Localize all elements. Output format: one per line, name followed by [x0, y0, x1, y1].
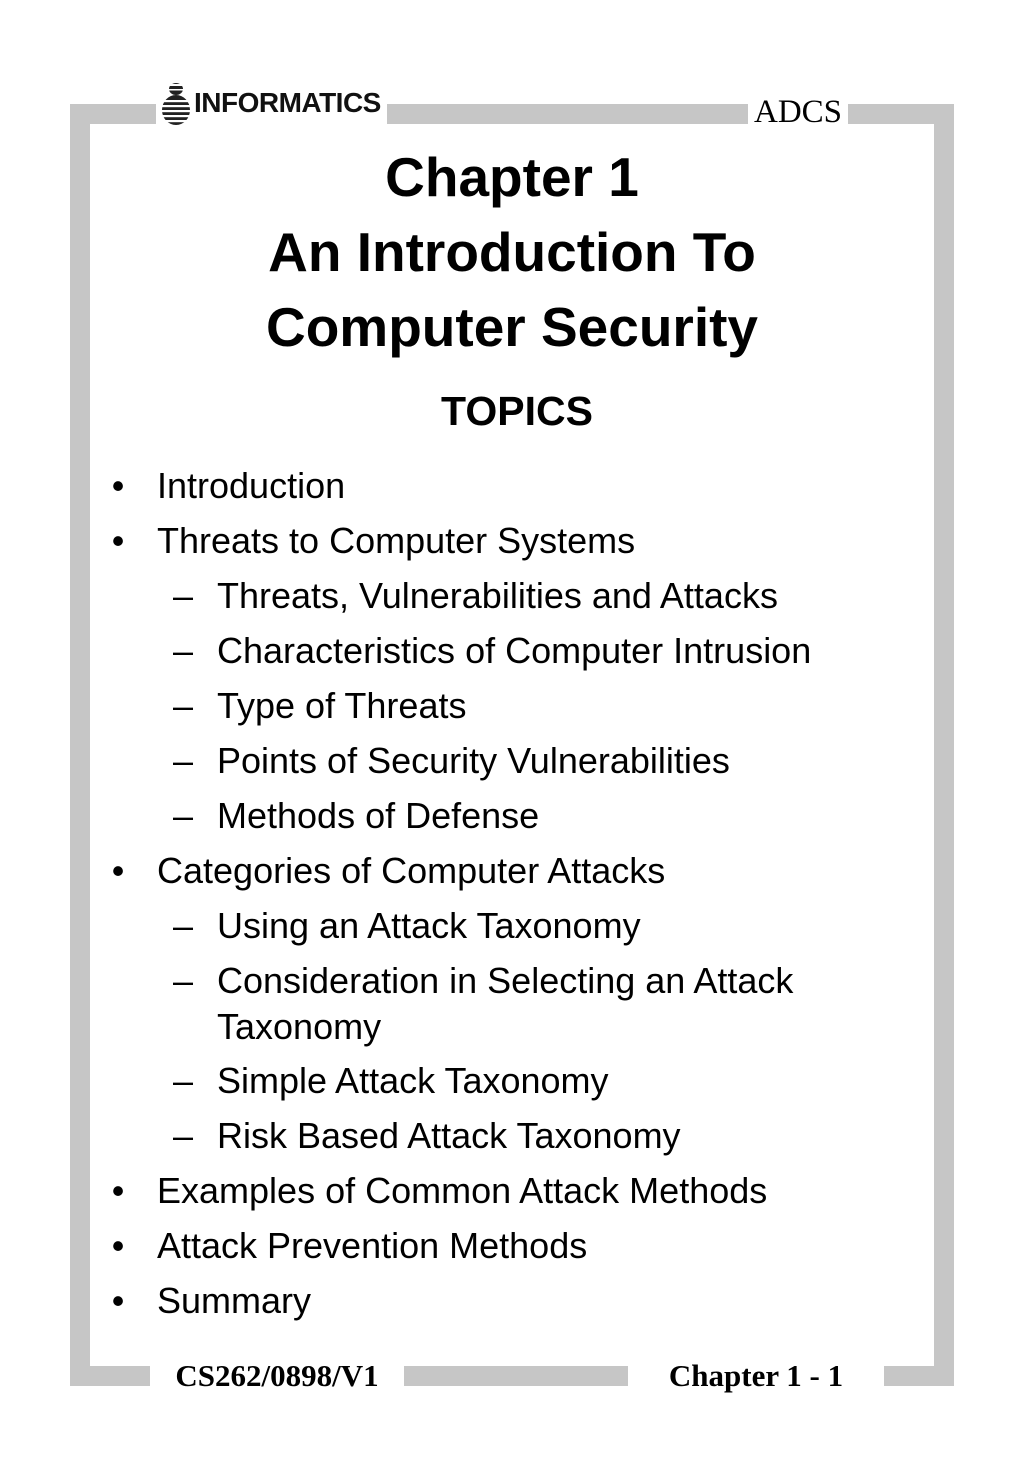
list-subitem-label: Using an Attack Taxonomy	[217, 905, 641, 946]
title-line-1: Chapter 1	[385, 146, 639, 208]
list-subitem	[0, 679, 1024, 734]
dash-marker: –	[172, 630, 194, 671]
list-subitem-label: Characteristics of Computer Intrusion	[217, 630, 812, 671]
list-subitem-label: Points of Security Vulnerabilities	[217, 740, 730, 781]
list-subitem-label: Simple Attack Taxonomy	[217, 1060, 609, 1101]
bullet-marker: •	[111, 1225, 125, 1266]
list-subitem-label: Risk Based Attack Taxonomy	[217, 1115, 681, 1156]
list-subitem	[0, 899, 1024, 954]
dash-marker: –	[172, 795, 194, 836]
list-subitem-label: Consideration in Selecting an Attack Taxonomy	[217, 960, 794, 1047]
dash-marker: –	[172, 1115, 194, 1156]
dash-marker: –	[172, 685, 194, 726]
chapter-title	[0, 140, 1024, 365]
list-item-label: Categories of Computer Attacks	[157, 850, 666, 891]
dash-marker: –	[172, 960, 194, 1001]
list-subitem	[0, 1054, 1024, 1109]
list-subitem-label: Methods of Defense	[217, 795, 540, 836]
list-item	[0, 1219, 1024, 1274]
list-item	[0, 1274, 1024, 1329]
informatics-logo	[156, 80, 387, 126]
list-item-label: Introduction	[157, 465, 346, 506]
course-code: ADCS	[748, 92, 848, 132]
topics-heading: TOPICS	[441, 388, 593, 434]
list-subitem	[0, 569, 1024, 624]
list-subitem	[0, 1109, 1024, 1164]
list-item	[0, 514, 1024, 569]
logo-text: INFORMATICS	[194, 87, 381, 118]
dash-marker: –	[172, 575, 194, 616]
list-subitem	[0, 734, 1024, 789]
informatics-logo-icon	[160, 80, 192, 126]
list-subitem	[0, 954, 1024, 1054]
list-item-label: Attack Prevention Methods	[157, 1225, 588, 1266]
list-item	[0, 1164, 1024, 1219]
list-item-label: Summary	[157, 1280, 312, 1321]
page-number: Chapter 1 - 1	[628, 1356, 884, 1396]
bullet-marker: •	[111, 850, 125, 891]
list-subitem	[0, 789, 1024, 844]
list-item-label: Threats to Computer Systems	[157, 520, 636, 561]
bullet-marker: •	[111, 1280, 125, 1321]
list-subitem	[0, 624, 1024, 679]
dash-marker: –	[172, 905, 194, 946]
list-subitem-label: Threats, Vulnerabilities and Attacks	[217, 575, 778, 616]
title-line-3: Computer Security	[265, 296, 759, 358]
bullet-marker: •	[111, 1170, 125, 1211]
document-code: CS262/0898/V1	[150, 1356, 404, 1396]
list-item	[0, 459, 1024, 514]
dash-marker: –	[172, 1060, 194, 1101]
list-item-label: Examples of Common Attack Methods	[157, 1170, 768, 1211]
topics-list	[0, 459, 1024, 1329]
dash-marker: –	[172, 740, 194, 781]
title-line-2: An Introduction To	[268, 221, 756, 283]
bullet-marker: •	[111, 520, 125, 561]
bullet-marker: •	[111, 465, 125, 506]
list-subitem-label: Type of Threats	[217, 685, 467, 726]
list-item	[0, 844, 1024, 899]
